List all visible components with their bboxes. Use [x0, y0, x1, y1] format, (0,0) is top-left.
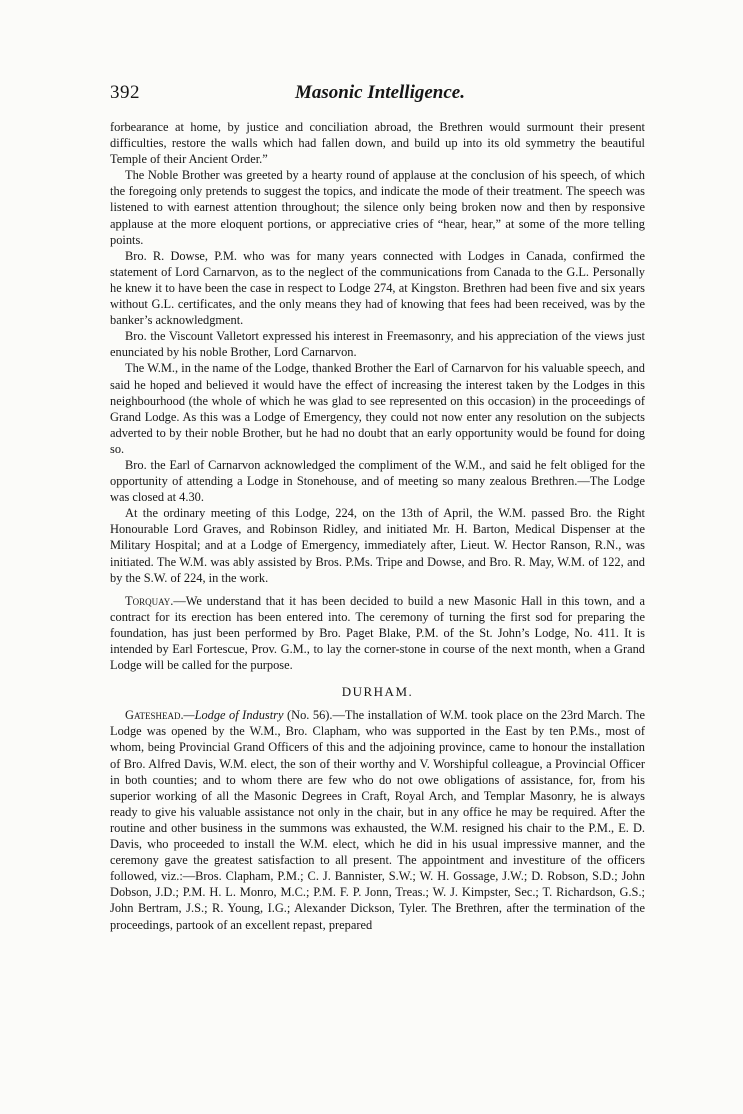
paragraph-carnarvon-reply: Bro. the Earl of Carnarvon acknowledged the compliment of the W.M., and said he felt obliged for the opportunity of attending a Lodge in Stonehouse, and of meeting so many zealous Brethren.—The Lodge was closed at 4.30. [110, 457, 645, 505]
paragraph-valletort: Bro. the Viscount Valletort expressed his interest in Freemasonry, and his appreciation of the views just enunciated by his noble Brother, Lord Carnarvon. [110, 329, 645, 360]
paragraph-forbearance: forbearance at home, by justice and conciliation abroad, the Brethren would surmount their present difficulties, restore the walls which had fallen down, and build up into its old symmetry the beautiful Temple of their Ancient Order.” [110, 120, 645, 167]
paragraph-noble-brother: The Noble Brother was greeted by a hearty round of applause at the conclusion of his speech, of which the foregoing only pretends to suggest the topics, and indicate the mode of their treatment. The speech was listened to with earnest attention throughout; the silence only being broken now and then by responsive applause at the more eloquent portions, or appreciative cries of “hear, hear,” at some of the more telling points. [110, 168, 645, 247]
gateshead-lodge-name: —Lodge of Industry [183, 708, 284, 723]
paragraph-ordinary-meeting: At the ordinary meeting of this Lodge, 224, on the 13th of April, the W.M. passed Bro. the Right Honourable Lord Graves, and Robinson Ridley, and initiated Mr. H. Barton, Medical Dispenser at the Military Hospital; and at a Lodge of Emergency, immediately after, Lieut. W. Hector Ranson, R.N., was initiated. The W.M. was ably assisted by Bros. P.Ms. Tripe and Dowse, and Bro. R. May, W.M. of 122, and by the S.W. of 224, in the work. [110, 506, 645, 585]
torquay-label: Torquay. [125, 593, 174, 608]
section-heading-durham: DURHAM. [341, 684, 414, 700]
gateshead-text: (No. 56).—The installation of W.M. took place on the 23rd March. The Lodge was opened by the W.M., Bro. Clapham, who was supported in the East by ten P.Ms., most of whom, being Provincial Grand Officers of this and the adjoining province, came to honour the installation of Bro. Alfred Davis, W.M. elect, the son of their worthy and V. Worshipful colleague, a Provincial Officer in both counties; and to whom there are few who do not owe obligations of assistance, for, from his superior working of all the Masonic Degrees in Craft, Royal Arch, and Templar Masonry, he is always ready to give his valuable assistance not only in the chair, but in any office he may be required. After the routine and other business in the summons was exhausted, the W.M. resigned his chair to the P.M., E. D. Davis, who proceeded to install the W.M. elect, which he did in his usual impressive manner, and the ceremony gave the greatest satisfaction to all present. The appointment and investiture of the officers followed, viz.:—Bros. Clapham, P.M.; C. J. Bannister, S.W.; W. H. Gossage, J.W.; D. Robson, S.D.; John Dobson, J.D.; P.M. H. L. Monro, M.C.; P.M. F. P. Jonn, Treas.; W. J. Kimpster, Sec.; T. Richardson, G.S.; John Bertram, J.S.; R. Young, I.G.; Alexander Dickson, Tyler. The Brethren, after the termination of the proceedings, partook of an excellent repast, prepared [110, 708, 645, 932]
paragraph-dowse: Bro. R. Dowse, P.M. who was for many years connected with Lodges in Canada, confirmed the statement of Lord Carnarvon, as to the neglect of the communications from Canada to the G.L. Personally he knew it to have been the case in respect to Lodge 274, at Kingston. Brethren had been five and six years without G.L. certificates, and the only means they had of knowing that fees had been received, was by the banker’s acknowledgment. [110, 248, 645, 328]
page-header [110, 82, 650, 106]
torquay-text: —We understand that it has been decided to build a new Masonic Hall in this town, and a contract for its erection has been entered into. The ceremony of turning the first sod for preparing the foundation, has just been performed by Bro. Paget Blake, P.M. of the St. John’s Lodge, No. 411. It is intended by Earl Fortescue, Prov. G.M., to lay the corner-stone in course of the next month, when a Grand Lodge will be called for the purpose. [110, 593, 645, 673]
page-number: 392 [110, 82, 140, 103]
article-body [110, 119, 645, 933]
paragraph-gateshead [110, 707, 645, 932]
gateshead-label: Gateshead. [125, 708, 184, 723]
paragraph-torquay [110, 593, 645, 673]
running-title: Masonic Intelligence. [295, 82, 465, 103]
paragraph-wm-thanks: The W.M., in the name of the Lodge, thanked Brother the Earl of Carnarvon for his valuable speech, and said he hoped and believed it would have the effect of increasing the interest taken by the Lodges in this neighbourhood (the whole of which he was glad to see represented on this occasion) in the proceedings of Grand Lodge. As this was a Lodge of Emergency, they could not now enter any resolution on the subjects adverted to by their noble Brother, but he had no doubt that an early opportunity would be found for doing so. [110, 361, 645, 456]
